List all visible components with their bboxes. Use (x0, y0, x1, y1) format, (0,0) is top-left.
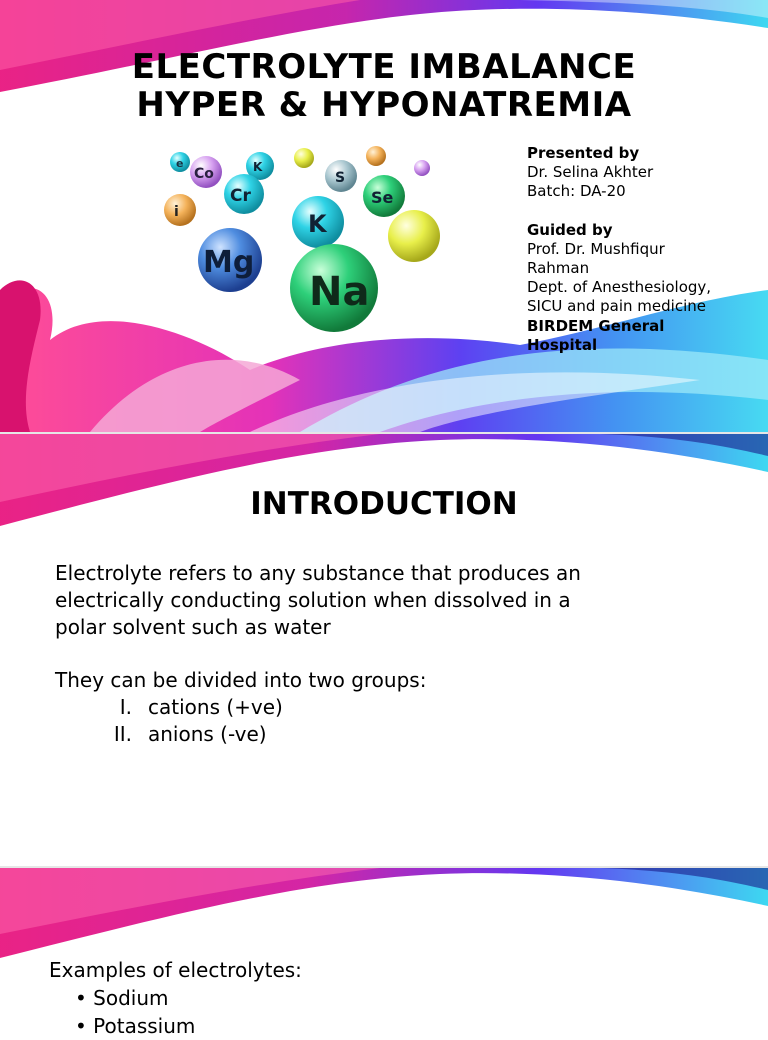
ball-label: K (253, 160, 263, 174)
ball-yellow-small (294, 148, 314, 168)
ball-orange-small (366, 146, 386, 166)
ball-label: Cr (230, 186, 251, 206)
electrolyte-balls-image (172, 150, 424, 342)
examples-heading: Examples of electrolytes: (49, 958, 302, 982)
list-text: Sodium (93, 986, 169, 1010)
introduction-slide (0, 434, 768, 866)
presented-by-heading: Presented by (527, 144, 640, 162)
ball-label: i (174, 204, 179, 220)
department-line-1: Dept. of Anesthesiology, (527, 278, 712, 297)
title-line-2: HYPER & HYPONATREMIA (136, 85, 632, 125)
definition-line-3: polar solvent such as water (55, 614, 331, 639)
guide-name-line-2: Rahman (527, 259, 590, 278)
ball-i (164, 194, 196, 226)
list-item (55, 721, 735, 748)
swoosh-decoration (0, 868, 768, 968)
slide-title: INTRODUCTION (250, 486, 518, 522)
introduction-text (55, 560, 735, 748)
examples-slide (0, 868, 768, 1038)
list-number: I. (119, 694, 132, 719)
guided-by-heading: Guided by (527, 220, 613, 239)
guide-name-line-1: Prof. Dr. Mushfiqur (527, 239, 665, 258)
list-item (55, 694, 735, 721)
ball-label: Se (371, 188, 394, 207)
list-item: • Potassium (75, 1014, 196, 1038)
definition-line-2: electrically conducting solution when dissolved in a (55, 587, 571, 612)
list-number: II. (113, 721, 132, 746)
hospital-line-1: BIRDEM General (527, 316, 665, 335)
department-line-2: SICU and pain medicine (527, 297, 706, 316)
list-text: Potassium (93, 1014, 196, 1038)
ball-label: Co (194, 166, 214, 182)
batch-text: Batch: DA-20 (527, 182, 626, 201)
ball-edge (414, 160, 430, 176)
presenter-info (527, 144, 763, 355)
ball-label: S (335, 170, 346, 186)
list-text: anions (-ve) (148, 721, 267, 746)
definition-line-1: Electrolyte refers to any substance that produces an (55, 561, 581, 585)
presenter-name: Dr. Selina Akhter (527, 163, 654, 182)
ball-label: Mg (203, 245, 255, 280)
slide-title (0, 48, 768, 124)
hospital-line-2: Hospital (527, 335, 598, 354)
title-line-1: ELECTROLYTE IMBALANCE (131, 47, 637, 87)
examples-text (49, 956, 302, 1040)
groups-intro: They can be divided into two groups: (55, 668, 427, 693)
ball-label: Na (309, 269, 370, 315)
title-slide (0, 0, 768, 432)
ball-yellow (388, 210, 440, 262)
ball-label: e (176, 157, 184, 170)
list-text: cations (+ve) (148, 694, 283, 719)
list-item: • Sodium (75, 986, 169, 1010)
ball-label: K (308, 210, 327, 238)
